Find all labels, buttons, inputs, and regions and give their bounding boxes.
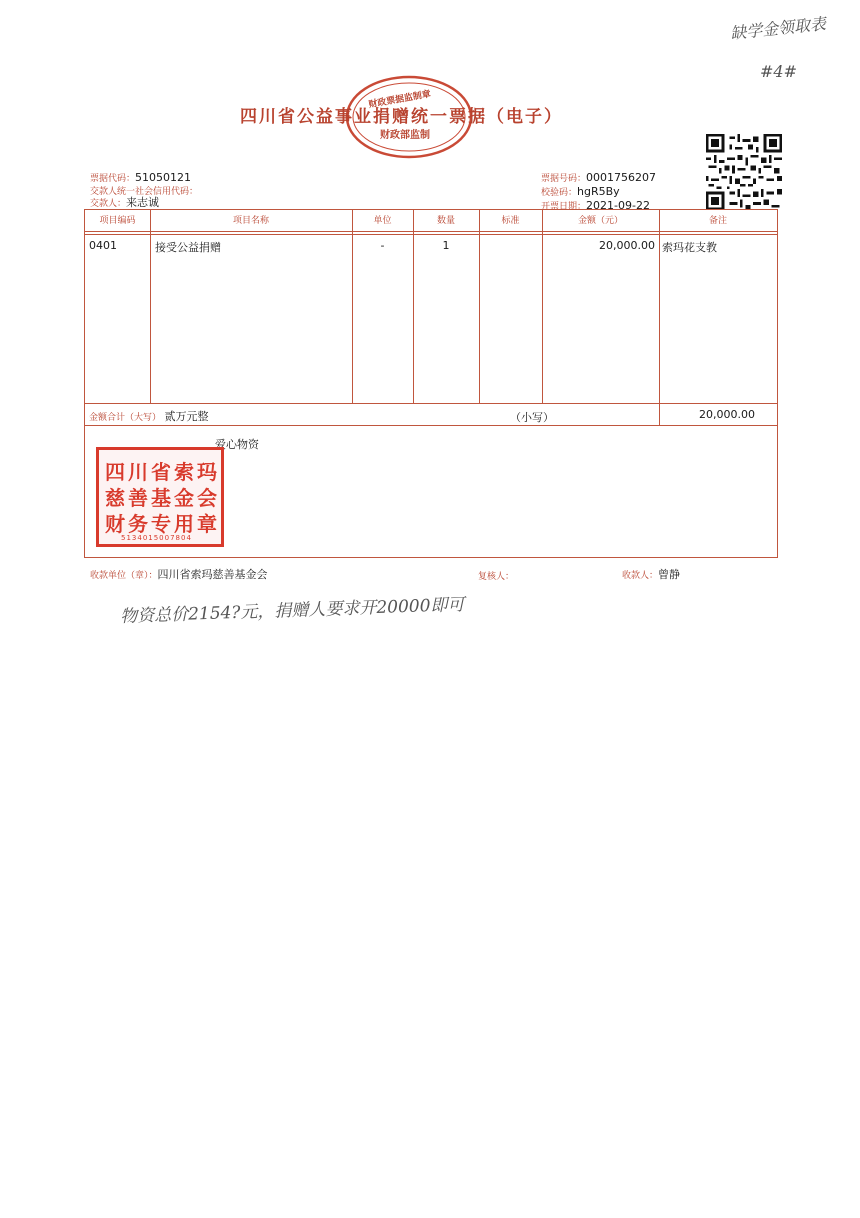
payer-field — [90, 191, 159, 210]
row-item-qty: 1 — [442, 239, 450, 252]
check-code-label: 校验码： — [541, 188, 578, 198]
total-upper-label: 金额合计（大写） — [89, 413, 162, 423]
reviewer-label: 复核人： — [478, 572, 515, 582]
col-header-amount: 金额（元） — [577, 216, 623, 226]
finance-seal — [96, 447, 224, 547]
total-upper-value: 贰万元整 — [164, 410, 209, 423]
payer-label: 交款人： — [90, 199, 127, 209]
payer-credit-label: 交款人统一社会信用代码： — [90, 187, 199, 197]
col-header-std: 标准 — [501, 216, 520, 226]
row-item-code: 0401 — [89, 239, 117, 252]
col-header-qty: 数量 — [436, 216, 455, 226]
payee-unit-value: 四川省索玛慈善基金会 — [157, 568, 268, 581]
total-lower-label: （小写） — [510, 411, 554, 424]
row-item-amount: 20,000.00 — [599, 239, 655, 252]
handwritten-note-top: 缺学金领取表 — [729, 14, 827, 43]
payer-value: 来志诚 — [126, 196, 160, 209]
receipt-code-label: 票据代码： — [90, 174, 136, 184]
receipt-number-value: 0001756207 — [586, 171, 657, 184]
receipt-title: 四川省公益事业捐赠统一票据（电子） — [240, 107, 563, 127]
seal-line-3: 财务专用章 — [105, 512, 220, 536]
row-item-name: 接受公益捐赠 — [155, 241, 221, 254]
handwritten-note-number: #4# — [760, 62, 797, 81]
issue-date-label: 开票日期： — [541, 202, 587, 212]
row-item-note: 索玛花支教 — [662, 241, 717, 254]
oval-stamp-top-text: 财政票据监制章 — [367, 89, 432, 111]
seal-line-2: 慈善基金会 — [105, 486, 220, 510]
receiver-value: 曾静 — [658, 568, 681, 581]
row-item-unit: - — [380, 239, 385, 252]
col-header-name: 项目名称 — [232, 216, 269, 226]
reviewer-field — [478, 564, 514, 583]
col-header-unit: 单位 — [373, 216, 392, 226]
check-code-value: hgR5By — [577, 185, 620, 198]
handwritten-note-bottom: 物资总价2154?元，捐赠人要求开20000即可 — [119, 594, 465, 628]
receiver-field — [622, 563, 680, 582]
total-row — [89, 408, 209, 424]
total-lower-value: 20,000.00 — [699, 408, 755, 421]
oval-stamp-bottom-text: 财政部监制 — [380, 130, 430, 141]
receiver-label: 收款人： — [622, 571, 659, 581]
seal-number: 5134015007804 — [121, 534, 192, 542]
payee-unit-field — [90, 563, 268, 582]
receipt-code-value: 51050121 — [135, 171, 192, 184]
col-header-code: 项目编码 — [99, 216, 136, 226]
other-info: 爱心物资 — [215, 438, 259, 451]
payee-unit-label: 收款单位（章）： — [90, 571, 158, 581]
qr-code — [706, 134, 782, 210]
issue-date-value: 2021-09-22 — [586, 199, 650, 212]
receipt-number-label: 票据号码： — [541, 174, 587, 184]
seal-line-1: 四川省索玛 — [105, 460, 220, 484]
col-header-note: 备注 — [708, 216, 727, 226]
